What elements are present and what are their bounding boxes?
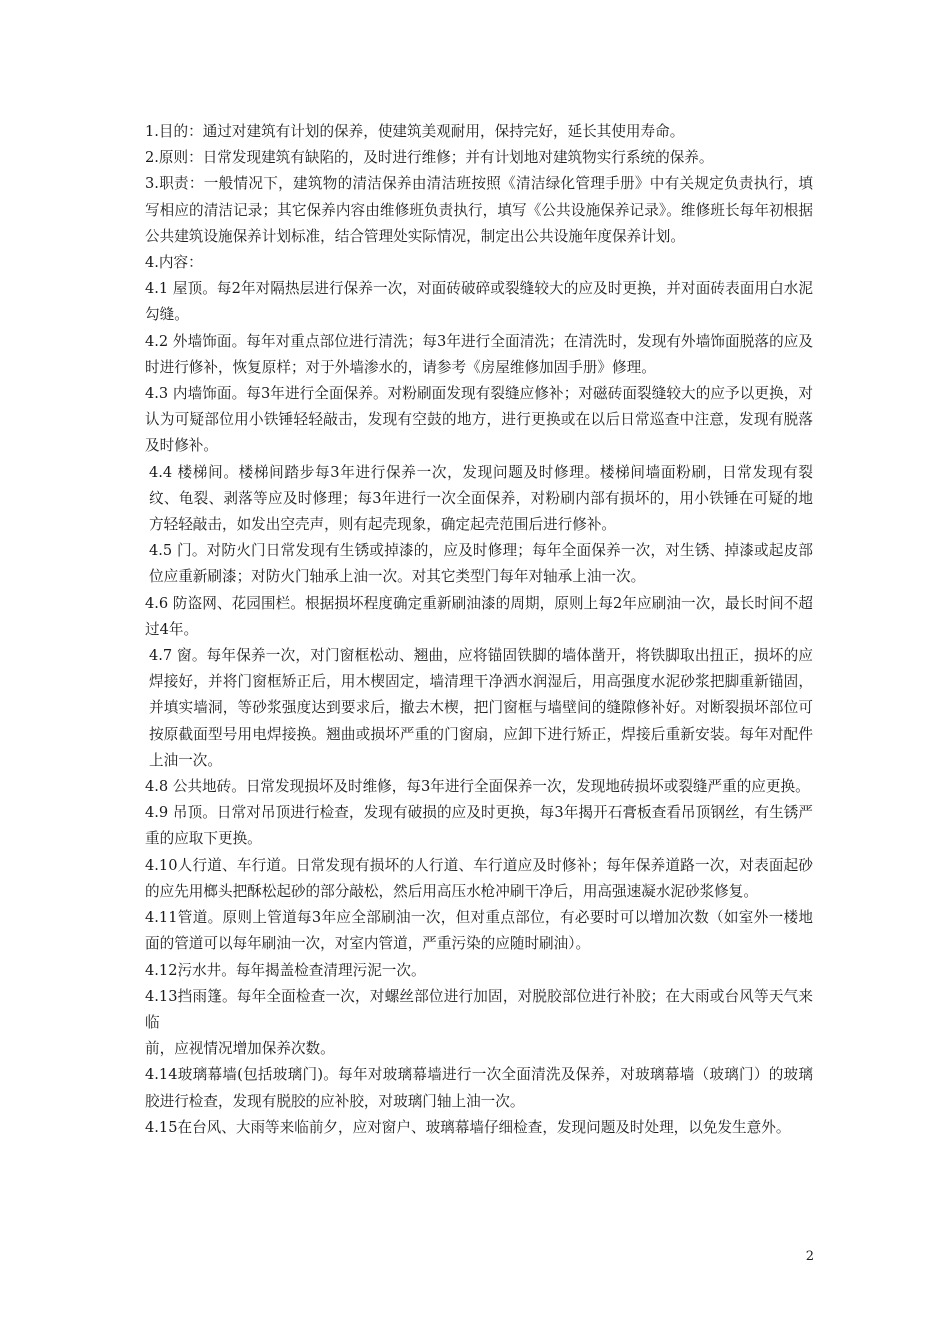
paragraph-stairwell: 4.4 楼梯间。楼梯间踏步每3年进行保养一次，发现问题及时修理。楼梯间墙面粉刷，日常发现有裂纹、龟裂、剥落等应及时修理；每3年进行一次全面保养，对粉刷内部有损坏的，用小铁锤在可疑的地方轻轻敲击，如发出空壳声，则有起壳现象，确定起壳范围后进行修补。 <box>149 463 813 534</box>
document-body <box>145 119 813 1141</box>
paragraph-canopy-continued: 前，应视情况增加保养次数。 <box>145 1040 335 1058</box>
paragraph-security-fence: 4.6 防盗网、花园围栏。根据损坏程度确定重新刷油漆的周期，原则上每2年应刷油一次，最长时间不超过4年。 <box>145 594 813 638</box>
paragraph-exterior-wall: 4.2 外墙饰面。每年对重点部位进行清洗；每3年进行全面清洗；在清洗时，发现有外墙饰面脱落的应及时进行修补，恢复原样；对于外墙渗水的，请参考《房屋维修加固手册》修理。 <box>145 332 813 376</box>
paragraph-canopy: 4.13挡雨篷。每年全面检查一次，对螺丝部位进行加固，对脱胶部位进行补胶；在大雨或台风等天气来临 <box>145 987 813 1031</box>
paragraph-principle: 2.原则：日常发现建筑有缺陷的，及时进行维修；并有计划地对建筑物实行系统的保养。 <box>145 149 714 167</box>
paragraph-pipes: 4.11管道。原则上管道每3年应全部刷油一次，但对重点部位，有必要时可以增加次数（如室外一楼地面的管道可以每年刷油一次，对室内管道，严重污染的应随时刷油）。 <box>145 909 813 953</box>
paragraph-responsibility: 3.职责：一般情况下，建筑物的清洁保养由清洁班按照《清洁绿化管理手册》中有关规定负责执行，填写相应的清洁记录；其它保养内容由维修班负责执行，填写《公共设施保养记录》。维修班长每年初根据公共建筑设施保养计划标准，结合管理处实际情况，制定出公共设施年度保养计划。 <box>145 175 813 245</box>
paragraph-sewer: 4.12污水井。每年揭盖检查清理污泥一次。 <box>145 961 426 979</box>
paragraph-ceiling: 4.9 吊顶。日常对吊顶进行检查，发现有破损的应及时更换，每3年揭开石膏板查看吊顶钢丝，有生锈严重的应取下更换。 <box>145 804 813 848</box>
paragraph-content-heading: 4.内容： <box>145 254 203 272</box>
paragraph-glass-curtain-wall: 4.14玻璃幕墙(包括玻璃门)。每年对玻璃幕墙进行一次全面清洗及保养，对玻璃幕墙（玻璃门）的玻璃胶进行检查，发现有脱胶的应补胶，对玻璃门轴上油一次。 <box>145 1066 813 1110</box>
paragraph-doors: 4.5 门。对防火门日常发现有生锈或掉漆的，应及时修理；每年全面保养一次，对生锈、掉漆或起皮部位应重新刷漆；对防火门轴承上油一次。对其它类型门每年对轴承上油一次。 <box>149 542 813 586</box>
page-number: 2 <box>805 1249 814 1264</box>
paragraph-typhoon-inspection: 4.15在台风、大雨等来临前夕，应对窗户、玻璃幕墙仔细检查，发现问题及时处理，以免发生意外。 <box>145 1118 791 1136</box>
paragraph-floor-tiles: 4.8 公共地砖。日常发现损坏及时维修，每3年进行全面保养一次，发现地砖损坏或裂缝严重的应更换。 <box>145 778 810 796</box>
paragraph-windows: 4.7 窗。每年保养一次，对门窗框松动、翘曲，应将锚固铁脚的墙体凿开，将铁脚取出扭正，损坏的应焊接好，并将门窗框矫正后，用木楔固定，墙清理干净洒水润湿后，用高强度水泥砂浆把脚重新锚固，并填实墙洞，等砂浆强度达到要求后，撤去木楔，把门窗框与墙壁间的缝隙修补好。对断裂损坏部位可按原截面型号用电焊接换。翘曲或损坏严重的门窗扇，应卸下进行矫正，焊接后重新安装。每年对配件上油一次。 <box>149 647 813 769</box>
paragraph-purpose: 1.目的：通过对建筑有计划的保养，使建筑美观耐用，保持完好，延长其使用寿命。 <box>145 123 685 140</box>
paragraph-interior-wall: 4.3 内墙饰面。每3年进行全面保养。对粉刷面发现有裂缝应修补；对磁砖面裂缝较大的应予以更换，对认为可疑部位用小铁锤轻轻敲击，发现有空鼓的地方，进行更换或在以后日常巡查中注意，发现有脱落及时修补。 <box>145 385 813 455</box>
paragraph-roof: 4.1 屋顶。每2年对隔热层进行保养一次，对面砖破碎或裂缝较大的应及时更换，并对面砖表面用白水泥勾缝。 <box>145 280 813 324</box>
paragraph-roads: 4.10人行道、车行道。日常发现有损坏的人行道、车行道应及时修补；每年保养道路一次，对表面起砂的应先用榔头把酥松起砂的部分敲松，然后用高压水枪冲刷干净后，用高强速凝水泥砂浆修复。 <box>145 856 813 900</box>
